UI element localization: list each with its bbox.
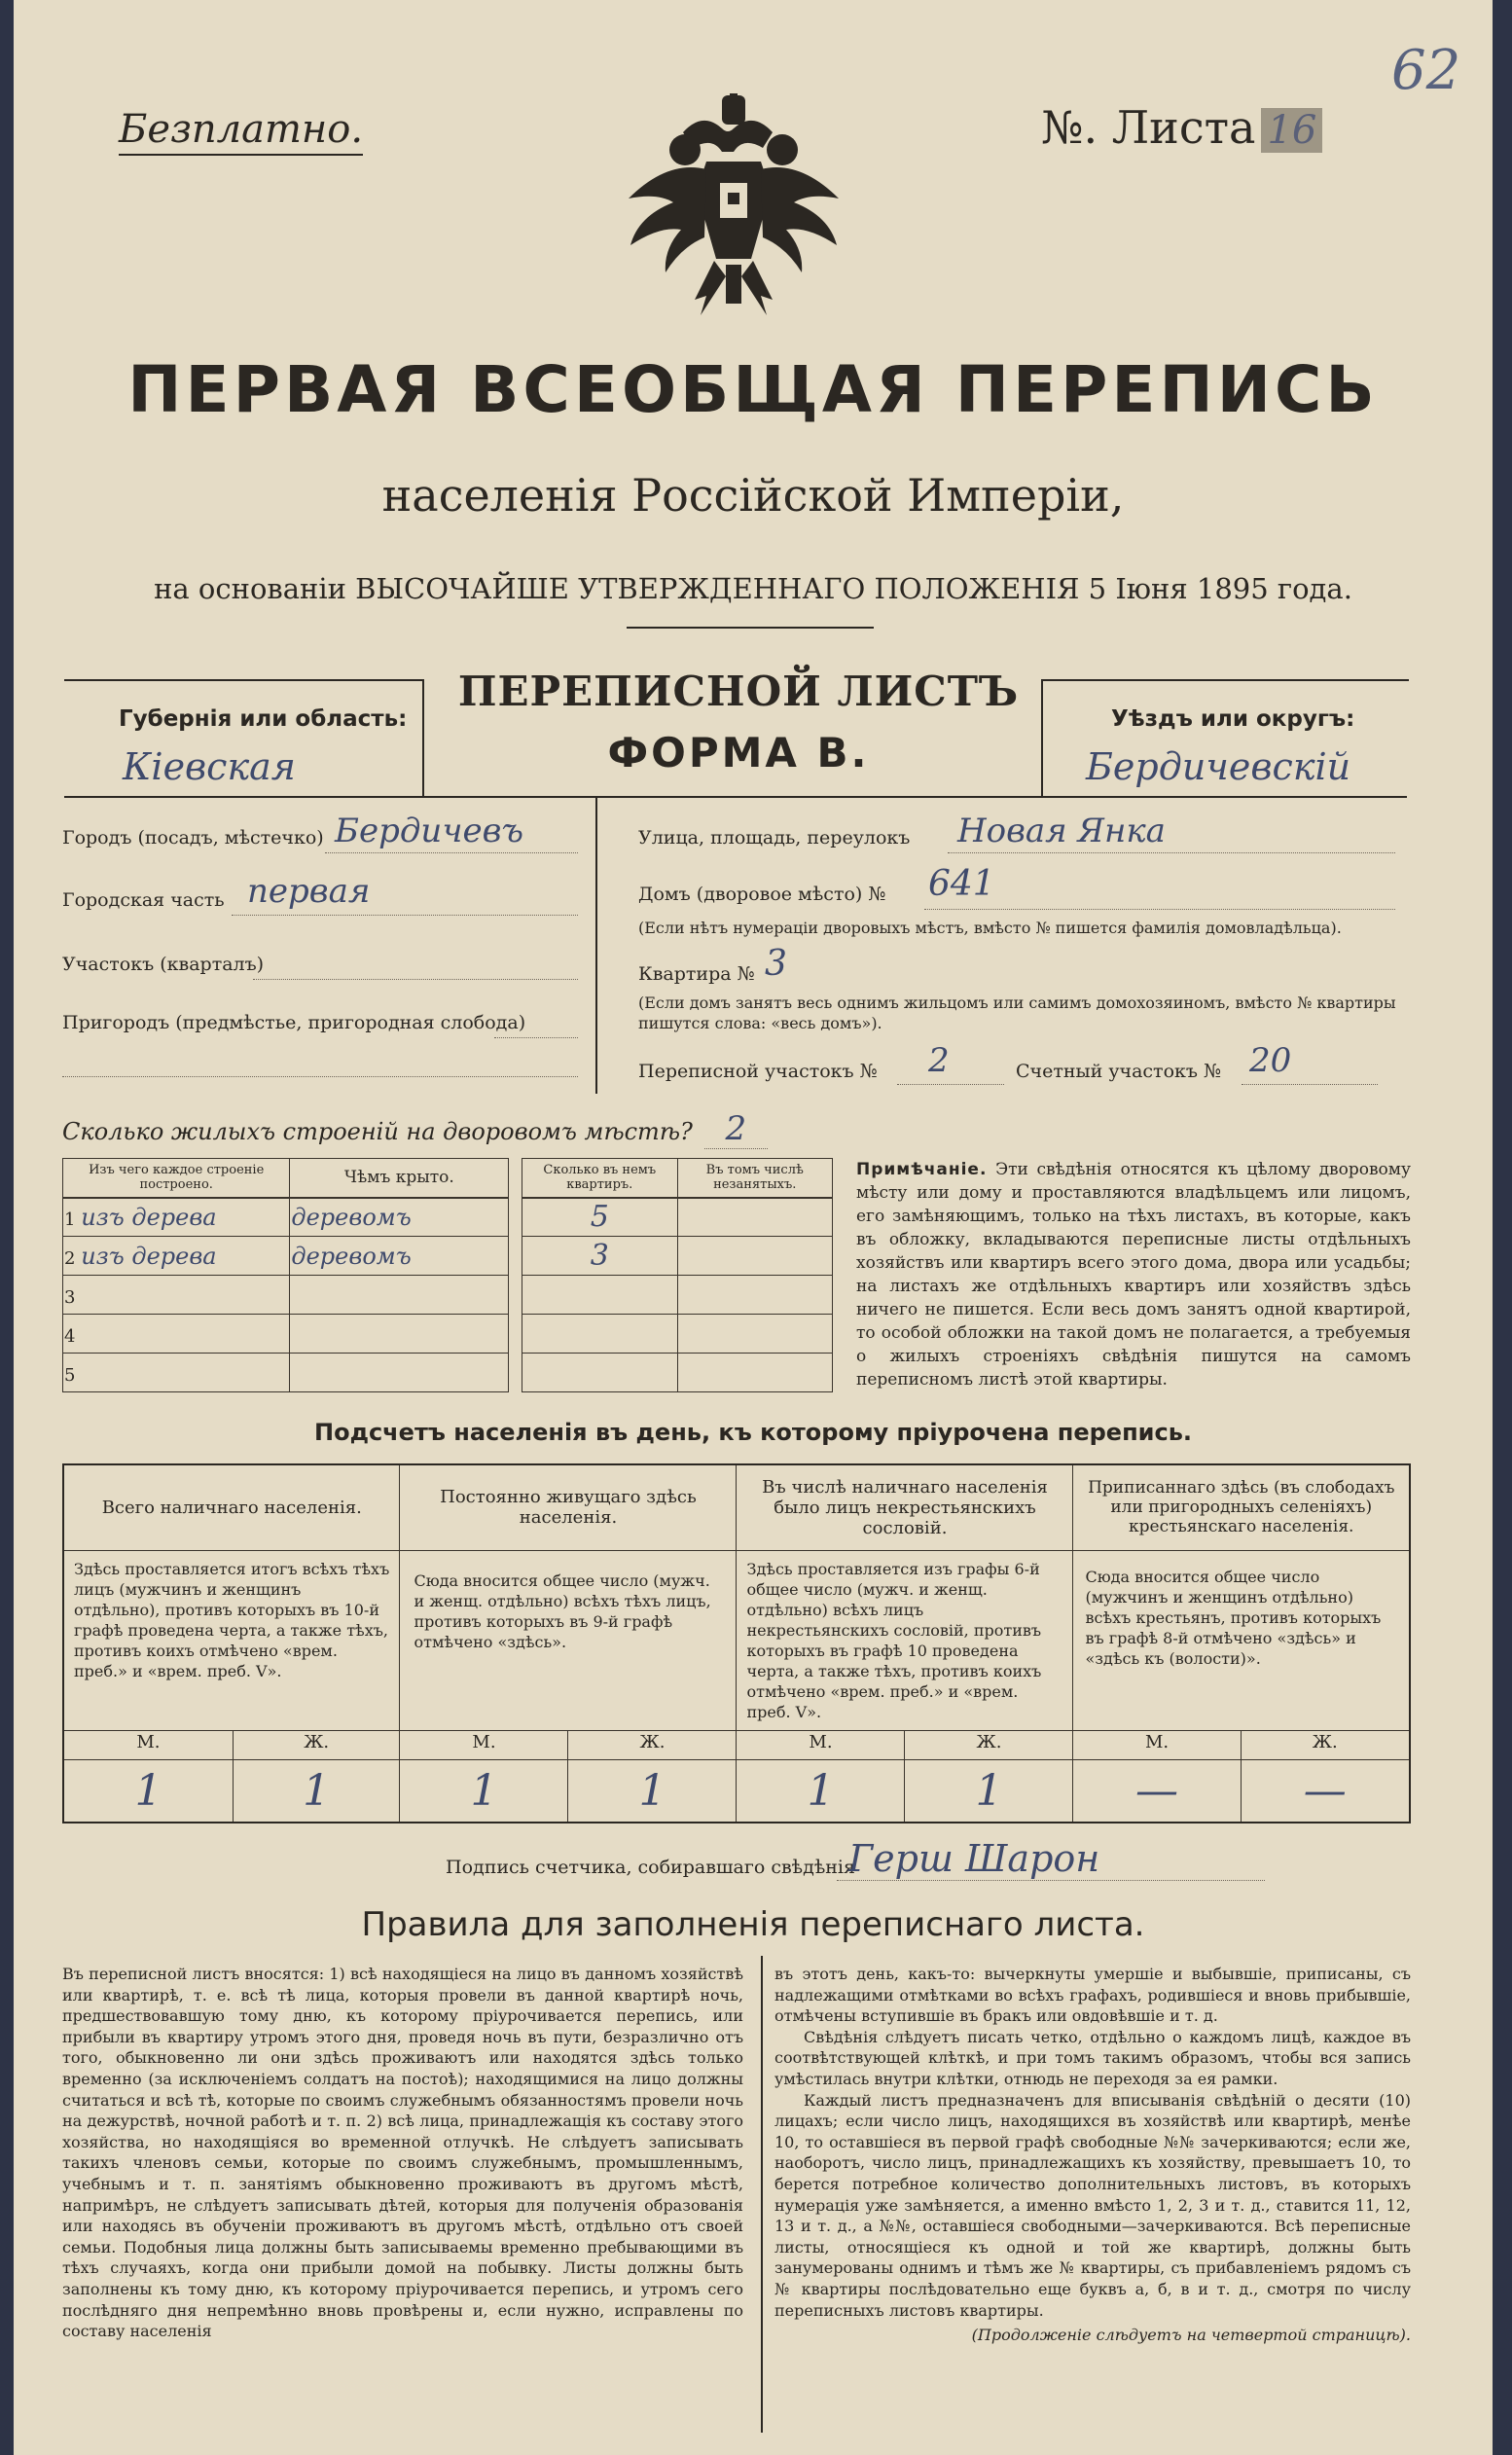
table-row <box>63 1237 833 1276</box>
apartment-label: Квартира № <box>638 963 755 985</box>
col-roof-header: Чѣмъ крыто. <box>290 1159 509 1198</box>
col-material-header: Изъ чего каждое строеніе построено. <box>63 1159 290 1198</box>
basis-line: на основаніи ВЫСОЧАЙШЕ УТВЕРЖДЕННАГО ПОЛОЖЕНІЯ 5 Іюня 1895 года. <box>154 572 1352 605</box>
title-rule <box>627 627 874 629</box>
summary-table <box>62 1463 1411 1823</box>
summary-head-non-peasant: Въ числѣ наличнаго населенія было лицъ некрестьянскихъ сословій. <box>737 1464 1073 1550</box>
building-material[interactable]: изъ дерева <box>81 1203 217 1231</box>
rules-continued: (Продолженіе слѣдуетъ на четвертой страницѣ). <box>971 2326 1411 2345</box>
f-label: Ж. <box>905 1730 1073 1759</box>
signature-label: Подпись счетчика, собиравшаго свѣдѣнія <box>446 1857 855 1878</box>
table-row <box>63 1354 833 1392</box>
permanent-male[interactable]: 1 <box>400 1759 568 1823</box>
precinct-label: Участокъ (кварталъ) <box>62 954 265 975</box>
building-apartments[interactable]: 3 <box>522 1237 677 1276</box>
rules-paragraph: въ этотъ день, какъ-то: вычеркнуты умершіе и выбывшіе, приписаны, съ надлежащими отмѣтками во всѣхъ графахъ, родившіеся и вновь прибывшіе, отмѣчены вступившіе въ бракъ или овдовѣвшіе и т. д. <box>774 1965 1411 2026</box>
city-label: Городъ (посадъ, мѣстечко) <box>62 827 324 848</box>
rules-divider <box>761 1956 763 2433</box>
province-label: Губернія или область: <box>119 706 408 732</box>
building-vacant[interactable] <box>677 1198 833 1237</box>
street-label: Улица, площадь, переулокъ <box>638 827 911 848</box>
summary-head-total: Всего наличнаго населенія. <box>63 1464 400 1550</box>
page-title: ПЕРВАЯ ВСЕОБЩАЯ ПЕРЕПИСЬ <box>127 352 1379 427</box>
peasant-female[interactable]: — <box>1241 1759 1410 1823</box>
table-row <box>63 1315 833 1354</box>
non-peasant-male[interactable]: 1 <box>737 1759 905 1823</box>
double-headed-eagle-icon <box>625 93 843 319</box>
rules-paragraph: Каждый листъ предназначенъ для вписыванія свѣдѣній о десяти (10) лицахъ; если число лицъ, находящихся въ хозяйствѣ или квартирѣ, менѣе 10, то оставшіеся въ первой графѣ свободные №№ зачеркиваются; если же, наоборотъ, число лицъ, принадлежащихъ къ хозяйству, превышаетъ 10, то берется потребное количество дополнительныхъ листовъ, въ которыхъ нумерація уже замѣняется, а именно вмѣсто 1, 2, 3 и т. д., ставится 11, 12, 13 и т. д., а №№, оставшіеся свободными—зачеркиваются. Всѣ переписные листы, относящіеся къ одной и той же квартирѣ, должны быть занумерованы однимъ и тѣмъ же № квартиры, съ прибавленіемъ рядомъ съ № квартиры послѣдовательно еще буквъ а, б, в и т. д., смотря по числу переписныхъ листовъ квартиры. <box>774 2090 1411 2320</box>
peasant-male[interactable]: — <box>1073 1759 1241 1823</box>
building-vacant[interactable] <box>677 1237 833 1276</box>
m-label: М. <box>737 1730 905 1759</box>
buildings-note <box>856 1158 1411 1391</box>
suburb-label: Пригородъ (предмѣстье, пригородная слобода) <box>62 1012 526 1033</box>
note-title: Примѣчаніе. <box>856 1160 988 1179</box>
city-part-value[interactable]: первая <box>247 872 371 911</box>
form-name: ФОРМА В. <box>607 729 870 776</box>
page-subtitle: населенія Россійской Имперіи, <box>381 469 1125 522</box>
table-row <box>63 1198 833 1237</box>
table-row <box>63 1276 833 1315</box>
building-roof[interactable] <box>290 1276 509 1315</box>
summary-head-peasant: Приписаннаго здѣсь (въ слободахъ или пригородныхъ селеніяхъ) крестьянскаго населенія. <box>1073 1464 1410 1550</box>
city-value[interactable]: Бердичевъ <box>335 812 524 850</box>
census-district-label: Переписной участокъ № <box>638 1061 878 1082</box>
sheet-title: ПЕРЕПИСНОЙ ЛИСТЪ <box>457 668 1020 715</box>
house-note: (Если нѣтъ нумераціи дворовыхъ мѣстъ, вмѣсто № пишется фамилія домовладѣльца). <box>638 919 1342 937</box>
buildings-answer[interactable]: 2 <box>704 1109 769 1149</box>
address-rule-top <box>64 796 1407 798</box>
summary-head-permanent: Постоянно живущаго здѣсь населенія. <box>400 1464 737 1550</box>
building-roof[interactable] <box>290 1315 509 1354</box>
summary-desc-peasant: Сюда вносится общее число (мужчинъ и женщинъ отдѣльно) всѣхъ крестьянъ, противъ которыхъ въ графѣ 8-й отмѣчено «здѣсь» и «здѣсь къ (волости)». <box>1073 1550 1410 1730</box>
rules-right-column <box>774 1964 1411 2346</box>
building-apartments[interactable] <box>522 1315 677 1354</box>
census-district-value[interactable]: 2 <box>928 1041 950 1080</box>
row-number: 1 <box>64 1209 76 1230</box>
row-number: 3 <box>64 1286 76 1308</box>
building-apartments[interactable]: 5 <box>522 1198 677 1237</box>
buildings-table <box>62 1158 833 1392</box>
building-vacant[interactable] <box>677 1354 833 1392</box>
summary-desc-total: Здѣсь проставляется итогъ всѣхъ тѣхъ лицъ (мужчинъ и женщинъ отдѣльно), противъ которыхъ въ 10-й графѣ проведена черта, а также тѣхъ, противъ коихъ отмѣчено «врем. преб.» и «врем. преб. V». <box>63 1550 400 1730</box>
building-roof[interactable] <box>290 1354 509 1392</box>
buildings-question: Сколько жилыхъ строеній на дворовомъ мѣстѣ? 2 <box>62 1109 768 1148</box>
province-value[interactable]: Кіевская <box>123 745 296 788</box>
signature-value[interactable]: Герш Шарон <box>848 1837 1100 1880</box>
house-value[interactable]: 641 <box>928 864 995 904</box>
col-vacant-header: Въ томъ числѣ незанятыхъ. <box>677 1159 833 1198</box>
rules-title: Правила для заполненія переписнаго листа. <box>361 1905 1145 1944</box>
f-label: Ж. <box>568 1730 737 1759</box>
address-divider <box>595 798 597 1094</box>
building-vacant[interactable] <box>677 1276 833 1315</box>
f-label: Ж. <box>1241 1730 1410 1759</box>
f-label: Ж. <box>233 1730 400 1759</box>
building-roof[interactable]: деревомъ <box>290 1237 509 1276</box>
row-number: 5 <box>64 1364 76 1386</box>
house-label: Домъ (дворовое мѣсто) № <box>638 884 886 905</box>
rules-left-column: Въ переписной листъ вносятся: 1) всѣ находящіеся на лицо въ данномъ хозяйствѣ или квартирѣ, т. е. всѣ тѣ лица, которыя провели въ данной квартирѣ ночь, предшествовавшую тому дню, къ которому пріурочивается перепись, или прибыли въ квартиру утромъ этого дня, проведя ночь въ пути, безразлично отъ того, обыкновенно ли они здѣсь проживаютъ или находятся здѣсь только временно (за исключеніемъ солдатъ на постоѣ); находящимися на лицо должны считаться и всѣ тѣ, которые по своимъ служебнымъ обязанностямъ провели ночь на дежурствѣ, ночной работѣ и т. п. 2) всѣ лица, принадлежащія къ составу этого хозяйства, но находящіяся во временной отлучкѣ. Не слѣдуетъ записывать такихъ членовъ семьи, которые по своимъ служебнымъ, промышленнымъ, учебнымъ и т. п. занятіямъ обыкновенно проживаютъ въ другомъ мѣстѣ, напримѣръ, не слѣдуетъ записывать дѣтей, которыя для полученія образованія или находясь въ обученіи проживаютъ въ другомъ мѣстѣ, отдѣльно отъ своей семьи. Подобныя лица должны быть записываемы временно пребывающими въ тѣхъ случаяхъ, когда они прибыли домой на побывку. Листы должны быть заполнены къ тому дню, къ которому пріурочивается перепись, и утромъ сего послѣдняго дня непремѣнно вновь провѣрены и, если нужно, исправлены по составу населенія <box>62 1965 743 2341</box>
total-female[interactable]: 1 <box>233 1759 400 1823</box>
sheet-number-label: №. Листа 16 <box>1041 101 1322 154</box>
building-apartments[interactable] <box>522 1276 677 1315</box>
free-label: Безплатно. <box>119 107 363 156</box>
apartment-value[interactable]: 3 <box>765 944 787 984</box>
building-roof[interactable]: деревомъ <box>290 1198 509 1237</box>
col-apartments-header: Сколько въ немъ квартиръ. <box>522 1159 677 1198</box>
corner-number: 62 <box>1391 39 1461 102</box>
district-label: Уѣздъ или округъ: <box>1111 706 1355 732</box>
building-apartments[interactable] <box>522 1354 677 1392</box>
building-vacant[interactable] <box>677 1315 833 1354</box>
summary-desc-permanent: Сюда вносится общее число (мужч. и женщ. отдѣльно) всѣхъ тѣхъ лицъ, противъ которыхъ въ 9-й графѣ отмѣчено «здѣсь». <box>400 1550 737 1730</box>
non-peasant-female[interactable]: 1 <box>905 1759 1073 1823</box>
street-value[interactable]: Новая Янка <box>957 812 1166 850</box>
city-part-label: Городская часть <box>62 889 225 911</box>
row-number: 2 <box>64 1247 76 1269</box>
row-number: 4 <box>64 1325 76 1347</box>
summary-title: Подсчетъ населенія въ день, къ которому пріурочена перепись. <box>314 1419 1192 1446</box>
apartment-note: (Если домъ занятъ весь однимъ жильцомъ или самимъ домохозяиномъ, вмѣсто № квартиры пишутся слова: «весь домъ»). <box>638 993 1396 1032</box>
note-text: Эти свѣдѣнія относятся къ цѣлому дворовому мѣсту или дому и проставляются владѣльцемъ или лицомъ, его замѣняющимъ, только на тѣхъ листахъ, въ которые, какъ въ обложку, вкладываются переписные листы отдѣльныхъ хозяйствъ или квартиръ всего этого дома, двора или усадьбы; на листахъ же отдѣльныхъ квартиръ или хозяйствъ здѣсь ничего не пишется. Если весь домъ занятъ одной квартирой, то особой обложки на такой домъ не полагается, а требуемыя о жилыхъ строеніяхъ свѣдѣнія пишутся на самомъ переписномъ листѣ этой квартиры. <box>856 1160 1411 1390</box>
census-sheet <box>14 0 1493 2455</box>
form-title-block <box>422 668 1055 776</box>
count-district-value[interactable]: 20 <box>1249 1041 1292 1080</box>
sheet-number-value: 16 <box>1261 108 1322 153</box>
building-material[interactable]: изъ дерева <box>81 1242 217 1270</box>
province-box <box>64 679 424 796</box>
m-label: М. <box>400 1730 568 1759</box>
m-label: М. <box>63 1730 233 1759</box>
total-male[interactable]: 1 <box>63 1759 233 1823</box>
m-label: М. <box>1073 1730 1241 1759</box>
rules-paragraph: Свѣдѣнія слѣдуетъ писать четко, отдѣльно о каждомъ лицѣ, каждое въ соотвѣтствующей клѣткѣ, и при томъ такимъ образомъ, чтобы вся запись умѣстилась внутри клѣтки, отнюдь не переходя за ея рамки. <box>774 2027 1411 2088</box>
count-district-label: Счетный участокъ № <box>1016 1061 1221 1082</box>
summary-desc-non-peasant: Здѣсь проставляется изъ графы 6-й общее число (мужч. и женщ. отдѣльно) всѣхъ лицъ некрестьянскихъ сословій, противъ которыхъ въ графѣ 10 проведена черта, а также тѣхъ, противъ коихъ отмѣчено «врем. преб.» и «врем. преб. V». <box>737 1550 1073 1730</box>
district-box <box>1041 679 1409 796</box>
district-value[interactable]: Бердичевскій <box>1086 745 1351 788</box>
permanent-female[interactable]: 1 <box>568 1759 737 1823</box>
